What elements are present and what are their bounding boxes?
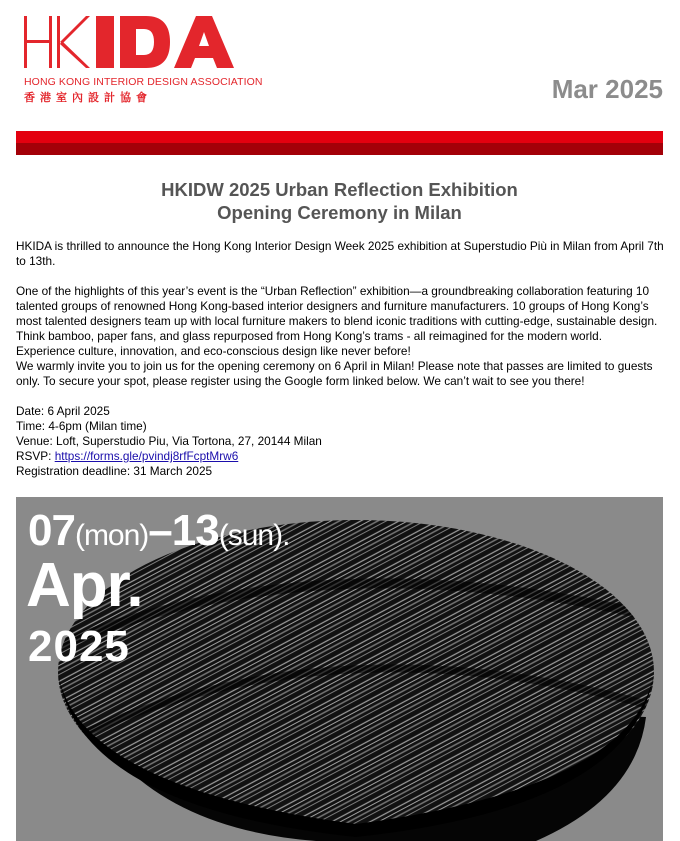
hkida-logo-mark — [24, 14, 236, 70]
highlight-paragraph: One of the highlights of this year’s event is the “Urban Reflection” exhibition—a groundbreaking collaboration featuring 10 talented groups of renowned Hong Kong-based interior designers and furniture manufacturers. 10 groups of Hong Kong’s most talented designers team up with local furniture makers to blend iconic traditions with cutting-edge, sustainable design. Think bamboo, paper fans, and glass repurposed from Hong Kong’s trams - all reimagined for the modern world. Experience culture, innovation, and eco-conscious design like never before! — [16, 284, 658, 358]
intro-paragraph: HKIDA is thrilled to announce the Hong Kong Interior Design Week 2025 exhibition at Superstudio Più in Milan from April 7th to 13th. — [16, 239, 664, 268]
rsvp-link[interactable]: https://forms.gle/pvindj8rfFcptMrw6 — [54, 449, 239, 463]
rsvp-label: RSVP: — [16, 449, 55, 463]
event-venue: Venue: Loft, Superstudio Piu, Via Tortona, 27, 20144 Milan — [16, 434, 322, 448]
issue-date: Mar 2025 — [551, 74, 663, 104]
banner-dash: – — [148, 506, 172, 555]
divider-top-stripe — [16, 131, 663, 143]
title-line-2: Opening Ceremony in Milan — [217, 202, 462, 223]
banner-start-day: 07 — [28, 506, 75, 555]
header — [0, 0, 680, 125]
banner-month: Apr. — [26, 551, 143, 620]
invitation-paragraph: We warmly invite you to join us for the opening ceremony on 6 April in Milan! Please note that passes are limited to guests only. To secure your spot, please register using the Google form linked below. We can’t wait to see you there! — [16, 359, 653, 388]
registration-deadline: Registration deadline: 31 March 2025 — [16, 464, 213, 478]
divider-bottom-stripe — [16, 143, 663, 155]
banner-end-dow: (sun). — [218, 519, 290, 552]
event-rsvp — [16, 449, 664, 464]
header-divider-bar — [16, 131, 663, 155]
event-date: Date: 6 April 2025 — [16, 404, 110, 418]
banner-start-dow: (mon) — [74, 519, 149, 552]
banner-date-range — [28, 506, 290, 555]
logo-chinese-name: 香港室內設計協會 — [24, 91, 152, 104]
article-title — [16, 178, 663, 224]
event-time: Time: 4-6pm (Milan time) — [16, 419, 147, 433]
article-body — [16, 239, 664, 479]
title-line-1: HKIDW 2025 Urban Reflection Exhibition — [161, 179, 518, 200]
banner-end-day: 13 — [171, 506, 219, 555]
logo-english-name: HONG KONG INTERIOR DESIGN ASSOCIATION — [24, 76, 263, 88]
exhibition-banner-image[interactable] — [16, 497, 663, 841]
banner-year: 2025 — [28, 622, 130, 671]
hkida-logo[interactable] — [24, 14, 263, 104]
